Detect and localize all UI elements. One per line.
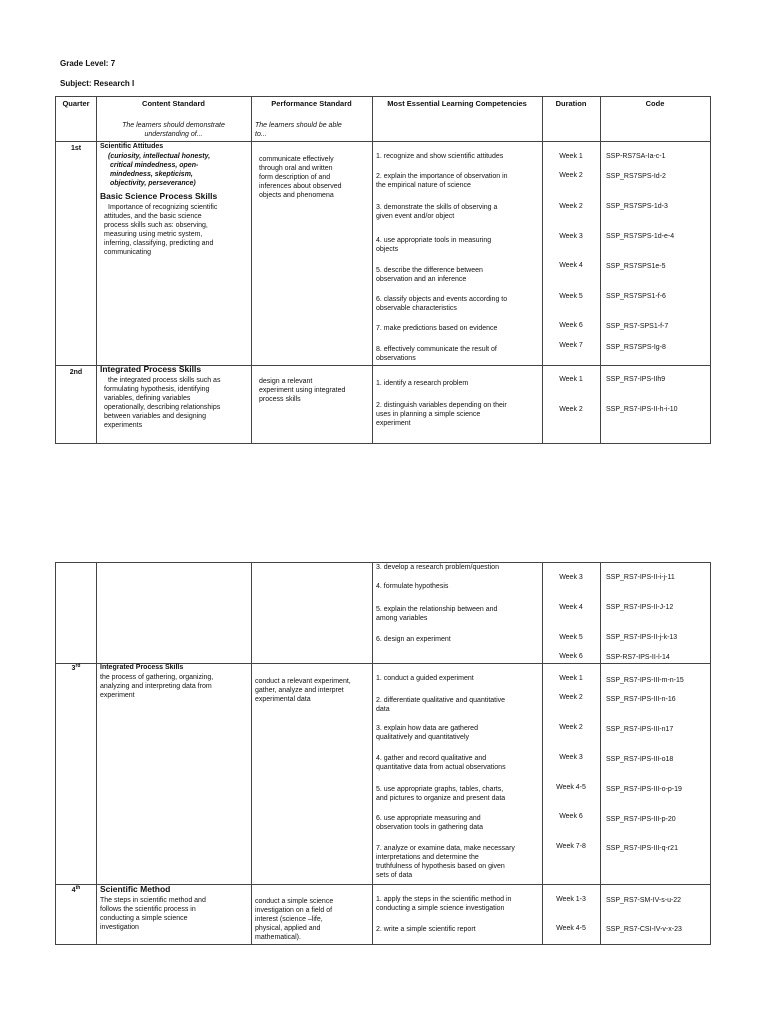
q2-performance: design a relevant experiment using integrated process skills	[259, 378, 346, 403]
q3-duration-3: Week 2	[559, 724, 583, 731]
q3-duration-6: Week 6	[559, 813, 583, 820]
q4-duration-1: Week 1-3	[556, 896, 586, 903]
q2-description: the integrated process skills such as formulating hypothesis, identifying variables, defining variables operationally, describing relationships between variables and designing experiments	[104, 377, 221, 429]
q4-competency-2: 2. write a simple scientific report	[376, 926, 476, 933]
q1-code-5: SSP_RS7SPS1e-5	[606, 263, 666, 270]
q1-code-2: SSP_RS7SPS-Id-2	[606, 173, 666, 180]
q2-competency-1: 1. identify a research problem	[376, 380, 469, 387]
q3-code-5: SSP_RS7-IPS-III-o-p-19	[606, 786, 682, 793]
q1-competency-2: 2. explain the importance of observation in the empirical nature of science	[376, 173, 508, 189]
q2-competency-2: 2. distinguish variables depending on their uses in planning a simple science experiment	[376, 402, 507, 427]
q1-duration-5: Week 4	[559, 262, 583, 269]
q1-duration-1: Week 1	[559, 153, 583, 160]
q1-duration-7: Week 6	[559, 322, 583, 329]
q1-title: Scientific Attitudes	[100, 143, 164, 150]
q4-duration-2: Week 4-5	[556, 925, 586, 932]
q3-code-1: SSP_RS7-IPS-III-m-n-15	[606, 677, 684, 684]
quarter-2: 2nd	[69, 369, 83, 376]
q3-competency-3: 3. explain how data are gathered qualitatively and quantitatively	[376, 725, 478, 741]
q1-duration-8: Week 7	[559, 342, 583, 349]
q3-competency-7: 7. analyze or examine data, make necessary interpretations and determine the truthfulness of hypothesis based on given sets of data	[376, 845, 515, 879]
q4-title: Scientific Method	[100, 884, 171, 894]
q3-duration-4: Week 3	[559, 754, 583, 761]
header-code: Code	[645, 99, 665, 108]
q2-code-6: SSP-RS7-IPS-II-l-14	[606, 654, 670, 661]
q3-competency-2: 2. differentiate qualitative and quantitative data	[376, 697, 506, 713]
q3-code-6: SSP_RS7-IPS-III-p-20	[606, 816, 676, 823]
q3-duration-7: Week 7-8	[556, 843, 586, 850]
curriculum-table-page-1	[55, 96, 711, 444]
q2-code-3: SSP_RS7-IPS-II-i-j-11	[606, 574, 675, 581]
q3-performance: conduct a relevant experiment, gather, analyze and interpret experimental data	[255, 678, 351, 703]
q1-competency-3: 3. demonstrate the skills of observing a given event and/or object	[376, 204, 498, 220]
q1-performance: communicate effectively through oral and written form description of and inferences about observed objects and phenomena	[259, 156, 342, 199]
q3-code-7: SSP_RS7-IPS-III-q-r21	[606, 845, 678, 852]
q2-code-2: SSP_RS7-IPS-II-h-i-10	[606, 406, 678, 413]
q2-duration-3: Week 3	[559, 574, 583, 581]
q1-code-8: SSP_RS7SPS-Ig-8	[606, 344, 666, 351]
curriculum-table-page-2	[55, 562, 711, 945]
header-content-standard: Content Standard	[142, 99, 205, 108]
q3-title: Integrated Process Skills	[100, 664, 184, 671]
q2-duration-1: Week 1	[559, 376, 583, 383]
q3-duration-5: Week 4-5	[556, 784, 586, 791]
q2-code-4: SSP_RS7-IPS-II-J-12	[606, 604, 674, 611]
q1-competency-7: 7. make predictions based on evidence	[376, 325, 498, 332]
q2-competency-4: 4. formulate hypothesis	[376, 583, 449, 590]
quarter-4: 4th	[71, 885, 81, 894]
q1-code-6: SSP_RS7SPS1-f-6	[606, 293, 666, 300]
q2-duration-5: Week 5	[559, 634, 583, 641]
q2-competency-5: 5. explain the relationship between and among variables	[376, 606, 498, 622]
q1-competency-1: 1. recognize and show scientific attitudes	[376, 153, 504, 160]
q1-duration-4: Week 3	[559, 233, 583, 240]
q4-description: The steps in scientific method and follows the scientific process in conducting a simple science investigation	[100, 897, 206, 931]
q2-title: Integrated Process Skills	[100, 364, 202, 374]
q2-duration-6: Week 6	[559, 653, 583, 660]
q3-competency-4: 4. gather and record qualitative and quantitative data from actual observations	[376, 755, 506, 771]
q3-description: the process of gathering, organizing, analyzing and interpreting data from experiment	[100, 674, 214, 699]
q2-code-5: SSP_RS7-IPS-II-j-k-13	[606, 634, 678, 641]
quarter-1: 1st	[70, 145, 82, 152]
q3-competency-5: 5. use appropriate graphs, tables, charts, and pictures to organize and present data	[376, 786, 506, 802]
q3-code-2: SSP_RS7-IPS-III-n-16	[606, 696, 676, 703]
q3-duration-1: Week 1	[559, 675, 583, 682]
q1-competency-8: 8. effectively communicate the result of observations	[376, 346, 497, 362]
q3-code-4: SSP_RS7-IPS-III-o18	[606, 756, 674, 763]
q3-duration-2: Week 2	[559, 694, 583, 701]
q1-code-4: SSP_RS7SPS-1d-e-4	[606, 233, 675, 240]
grade-level: Grade Level: 7	[60, 59, 116, 68]
q2-duration-2: Week 2	[559, 406, 583, 413]
q4-code-2: SSP_RS7-CSI-IV-v-x-23	[606, 926, 682, 933]
performance-hint: The learners should be able to...	[255, 122, 342, 138]
q4-code-1: SSP_RS7-SM-IV-s-u-22	[606, 897, 682, 904]
q1-code-1: SSP-RS7SA-Ia-c-1	[606, 153, 666, 160]
q1-duration-6: Week 5	[559, 293, 583, 300]
quarter-3: 3rd	[71, 663, 81, 672]
q1-competency-4: 4. use appropriate tools in measuring objects	[376, 237, 492, 253]
q3-competency-6: 6. use appropriate measuring and observation tools in gathering data	[376, 815, 484, 831]
q1-attitudes: (curiosity, intellectual honesty, critical mindedness, open- mindedness, skepticism, objectivity, perseverance)	[108, 153, 211, 187]
q3-competency-1: 1. conduct a guided experiment	[376, 675, 474, 682]
q1-competency-5: 5. describe the difference between observation and an inference	[376, 267, 483, 283]
q1-duration-3: Week 2	[559, 203, 583, 210]
q1-code-7: SSP_RS7-SPS1-f-7	[606, 323, 669, 330]
header-quarter: Quarter	[62, 99, 90, 108]
q3-code-3: SSP_RS7-IPS-III-n17	[606, 726, 674, 733]
header-duration: Duration	[555, 99, 587, 108]
header-competencies: Most Essential Learning Competencies	[387, 99, 527, 108]
q1-subtitle: Basic Science Process Skills	[100, 191, 218, 201]
q1-code-3: SSP_RS7SPS-1d-3	[606, 203, 668, 210]
content-hint: The learners should demonstrate understanding of...	[122, 122, 225, 138]
subject: Subject: Research I	[60, 79, 135, 88]
q2-competency-6: 6. design an experiment	[376, 636, 451, 643]
q2-competency-3: 3. develop a research problem/question	[376, 564, 499, 571]
q1-competency-6: 6. classify objects and events according to observable characteristics	[376, 296, 508, 312]
q4-performance: conduct a simple science investigation on a field of interest (science –life, physical, applied and mathematical).	[255, 898, 334, 941]
q1-description: Importance of recognizing scientific attitudes, and the basic science process skills such as: observing, measuring using metric system, inferring, classifying, predicting and communicating	[104, 204, 218, 256]
header-performance-standard: Performance Standard	[271, 99, 352, 108]
q2-duration-4: Week 4	[559, 604, 583, 611]
q4-competency-1: 1. apply the steps in the scientific method in conducting a simple science investigation	[376, 896, 512, 912]
q2-code-1: SSP_RS7-IPS-IIh9	[606, 376, 666, 383]
q1-duration-2: Week 2	[559, 172, 583, 179]
